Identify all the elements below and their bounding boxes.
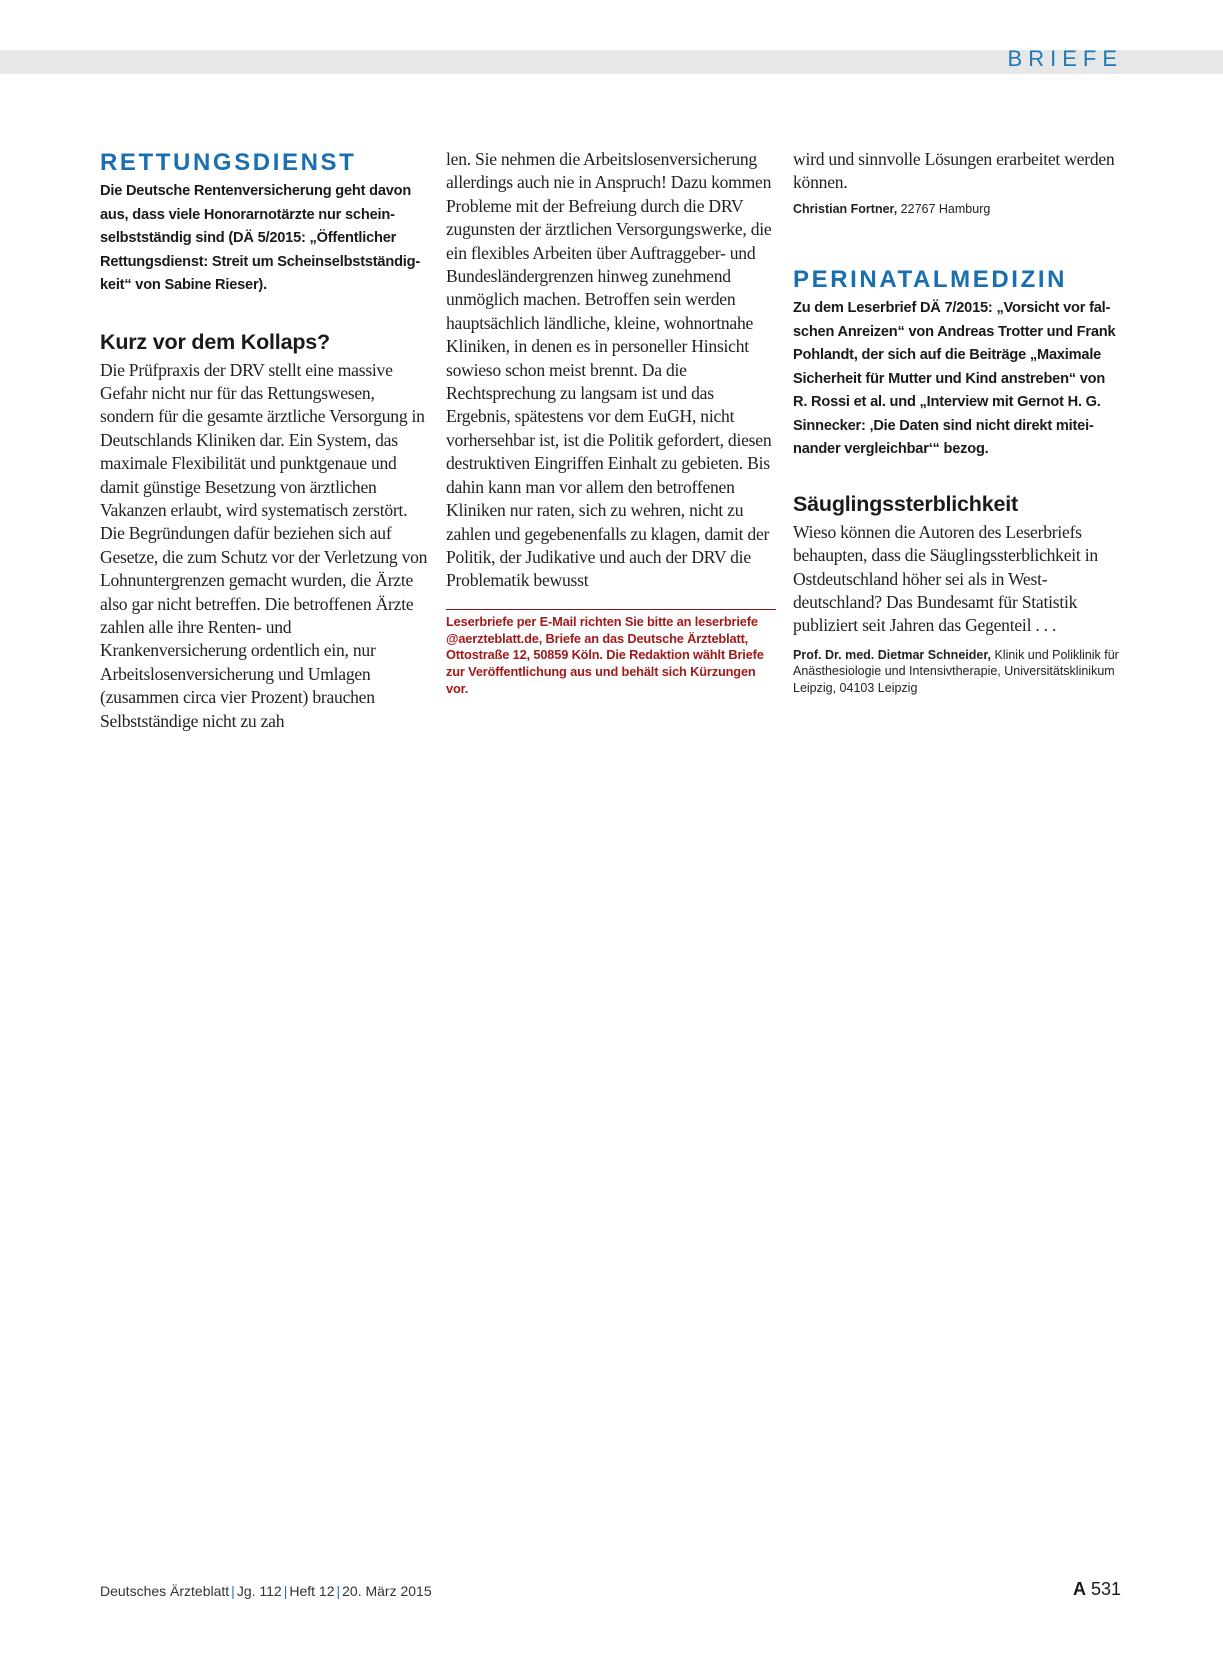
- issue: Heft 12: [289, 1583, 335, 1599]
- letter-body-end: wird und sinnvolle Lösungen erarbeitet werden können.: [793, 149, 1115, 193]
- letter-intro: Zu dem Leserbrief DÄ 7/2015: „Vorsicht vor falschen Anreizen“ von Andreas Trotter und Frank Pohlandt, der sich auf die Beiträge „Maximale Sicherheit für Mutter und Kind anstreben“ von R. Rossi et al. und „Interview mit Gernot H. G. Sinnecker: ‚Die Daten sind nicht direkt miteinander vergleichbar‘“ bezog.: [793, 300, 1116, 458]
- letter-body-continued: len. Sie nehmen die Arbeitslosenversicherung allerdings auch nie in Anspruch! Dazu kommen Probleme mit der Befreiung durch die DRV zugunsten der ärztlichen Versorgungswerke, die ein flexibles Arbeiten über Auftraggeber- und Bundesländergrenzen hinweg zunehmend unmöglich machen. Betroffen sein werden hauptsächlich ländliche, kleine, wohnortnahe Kliniken, in denen es in personeller Hinsicht sowieso schon meist brennt. Da die Rechtsprechung zu langsam ist und das Ergebnis, spätestens vor dem EuGH, nicht vorhersehbar ist, ist die Politik gefordert, diesen destruktiven Eingriffen Einhalt zu gebieten. Bis dahin kann man vor allem den betroffenen Kliniken nur raten, sich zu wehren, nicht zu zahlen und gegebenenfalls zu klagen, damit der Politik, der Judikative und auch der DRV die Problematik bewusst: [446, 149, 772, 591]
- volume: Jg. 112: [236, 1583, 282, 1599]
- letter-intro: Die Deutsche Rentenversicherung geht davon aus, dass viele Honorarnotärzte nur scheinselbstständig sind (DÄ 5/2015: „Öffentlicher Rettungsdienst: Streit um Scheinselbstständigkeit“ von Sabine Rieser).: [100, 183, 421, 293]
- submission-notice: Leserbriefe per E-Mail richten Sie bitte an leserbriefe @aerzteblatt.de, Briefe an das Deutsche Ärzteblatt, Ottostraße 12, 50859 Köln. Die Redaktion wählt Briefe zur Veröffentlichung aus und behält sich Kürzungen vor.: [446, 609, 776, 698]
- footer-citation: [100, 1583, 432, 1599]
- journal-name: Deutsches Ärzteblatt: [100, 1583, 230, 1599]
- signature-affiliation: Klinik und Poliklinik für Anästhesiologie und Intensivtherapie, Universitätsklinikum Leipzig, 04103 Leipzig: [793, 647, 1119, 695]
- issue-date: 20. März 2015: [342, 1583, 432, 1599]
- page-prefix: A: [1072, 1579, 1086, 1599]
- divider: |: [336, 1583, 341, 1599]
- signature-name: Prof. Dr. med. Dietmar Schneider,: [793, 647, 991, 662]
- letter-headline: Kurz vor dem Kollaps?: [100, 329, 330, 354]
- letter-headline: Säuglingssterblichkeit: [793, 491, 1018, 516]
- topic-heading-perinatalmedizin: PERINATALMEDIZIN: [793, 266, 1068, 294]
- page-number: [1073, 1579, 1121, 1600]
- signature-fortner: [793, 201, 1123, 218]
- letter-body: Wieso können die Autoren des Leserbriefs behaupten, dass die Säuglingssterblichkeit in Ostdeutschland höher sei als in Westdeutschland? Das Bundesamt für Statistik publiziert seit Jahren das Gegenteil . . .: [793, 521, 1098, 636]
- divider: |: [231, 1583, 235, 1599]
- letter-body: Die Prüfpraxis der DRV stellt eine massive Gefahr nicht nur für das Rettungswesen, sondern für die gesamte ärztliche Versorgung in Deutschlands Kliniken dar. Ein System, das maximale Flexibilität und punktgenaue und damit günstige Besetzung von ärztlichen Vakanzen erlaubt, wird systematisch zerstört. Die Begründungen dafür beziehen sich auf Gesetze, die zum Schutz vor der Verletzung von Lohnuntergrenzen gemacht wurden, die Ärzte also gar nicht betreffen. Die betroffenen Ärzte zahlen alle ihre Renten- und Krankenversicherung ordentlich ein, nur Arbeitslosenversicherung und Umlagen (zusammen circa vier Prozent) brauchen Selbstständige nicht zu zah: [100, 359, 428, 731]
- column-1: [100, 148, 428, 733]
- column-2: [446, 148, 776, 698]
- signature-place: 22767 Hamburg: [897, 201, 991, 216]
- section-label: BRIEFE: [1007, 46, 1123, 71]
- signature-schneider: [793, 647, 1123, 697]
- page-number-value: 531: [1085, 1579, 1121, 1599]
- column-3: [793, 148, 1123, 696]
- signature-name: Christian Fortner,: [793, 201, 898, 216]
- topic-heading-rettungsdienst: RETTUNGSDIENST: [100, 149, 357, 176]
- divider: |: [283, 1583, 288, 1599]
